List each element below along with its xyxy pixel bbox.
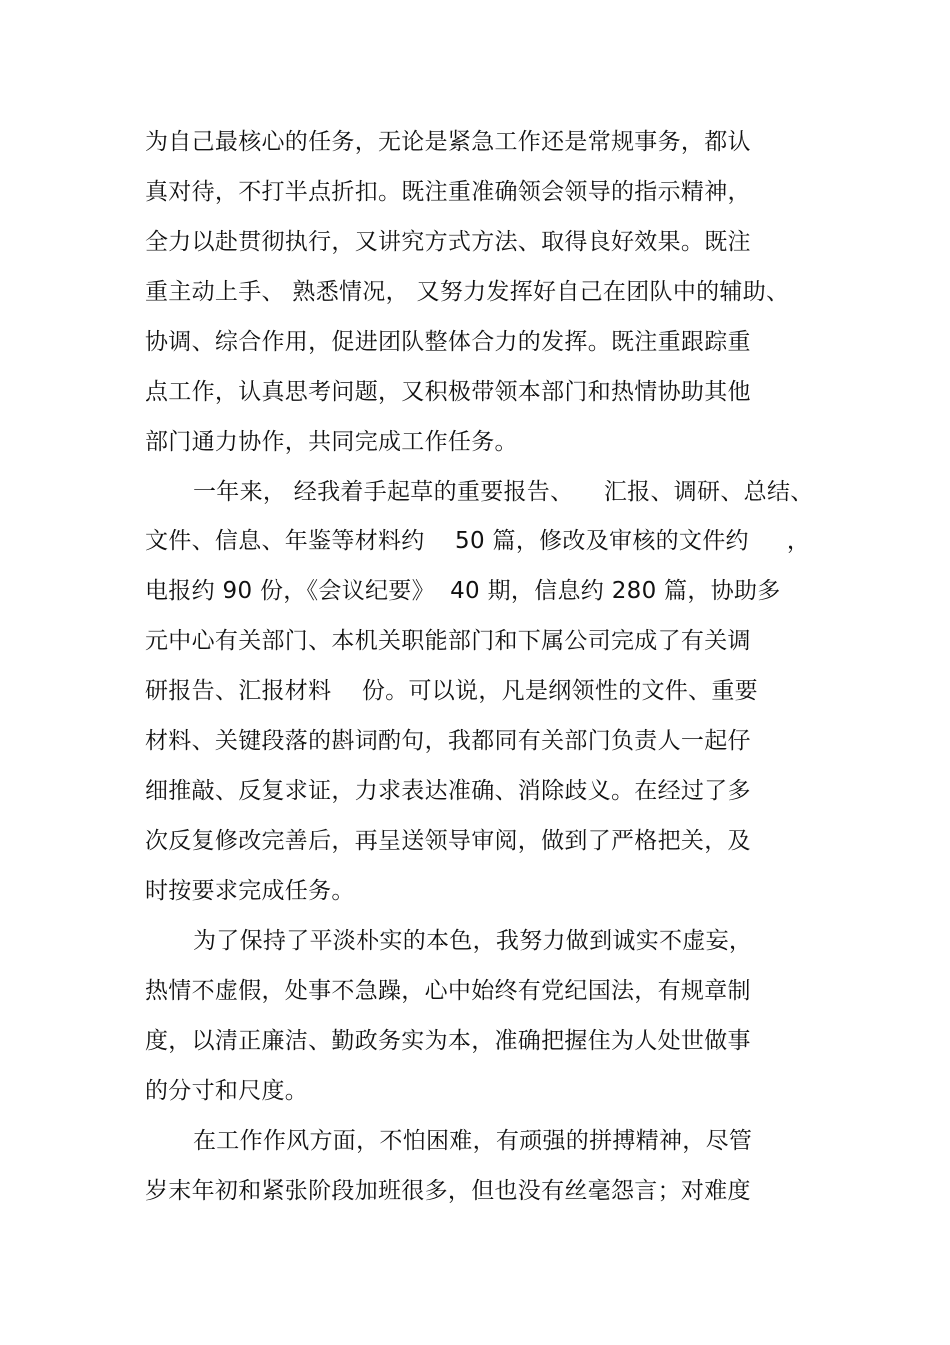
text-line: 元中心有关部门、本机关职能部门和下属公司完成了有关调 <box>145 628 751 654</box>
text-line: 材料、关键段落的斟词酌句，我都同有关部门负责人一起仔 <box>145 728 751 754</box>
text-line: 次反复修改完善后，再呈送领导审阅，做到了严格把关，及 <box>145 828 751 854</box>
text-line: 度，以清正廉洁、勤政务实为本，准确把握住为人处世做事 <box>145 1028 751 1054</box>
text-line: 时按要求完成任务。 <box>145 878 355 904</box>
text-line: 电报约 90 份，《会议纪要》 40 期，信息约 280 篇，协助多 <box>145 578 781 604</box>
text-line: 点工作，认真思考问题，又积极带领本部门和热情协助其他 <box>145 379 751 405</box>
text-line: 的分寸和尺度。 <box>145 1078 309 1104</box>
text-line: 全力以赴贯彻执行，又讲究方式方法、取得良好效果。既注 <box>145 229 751 255</box>
text-line: 协调、综合作用，促进团队整体合力的发挥。既注重跟踪重 <box>145 329 751 355</box>
text-line: 重主动上手、 熟悉情况， 又努力发挥好自己在团队中的辅助、 <box>145 279 790 305</box>
text-line: 文件、信息、年鉴等材料约 50 篇，修改及审核的文件约 ， <box>145 528 811 554</box>
text-line: 部门通力协作，共同完成工作任务。 <box>145 429 518 455</box>
text-line: 岁末年初和紧张阶段加班很多，但也没有丝毫怨言；对难度 <box>145 1178 751 1204</box>
text-line: 研报告、汇报材料 份。可以说，凡是纲领性的文件、重要 <box>145 678 758 704</box>
text-line: 真对待，不打半点折扣。既注重准确领会领导的指示精神， <box>145 179 751 205</box>
text-line: 细推敲、反复求证，力求表达准确、消除歧义。在经过了多 <box>145 778 751 804</box>
text-line: 为自己最核心的任务，无论是紧急工作还是常规事务，都认 <box>145 129 751 155</box>
text-line: 热情不虚假，处事不急躁，心中始终有党纪国法，有规章制 <box>145 978 751 1004</box>
paragraph-first-line: 为了保持了平淡朴实的本色，我努力做到诚实不虚妄， <box>193 928 753 954</box>
paragraph-first-line: 在工作作风方面，不怕困难，有顽强的拼搏精神，尽管 <box>193 1128 753 1154</box>
paragraph-first-line: 一年来， 经我着手起草的重要报告、 汇报、调研、总结、 <box>193 479 814 505</box>
